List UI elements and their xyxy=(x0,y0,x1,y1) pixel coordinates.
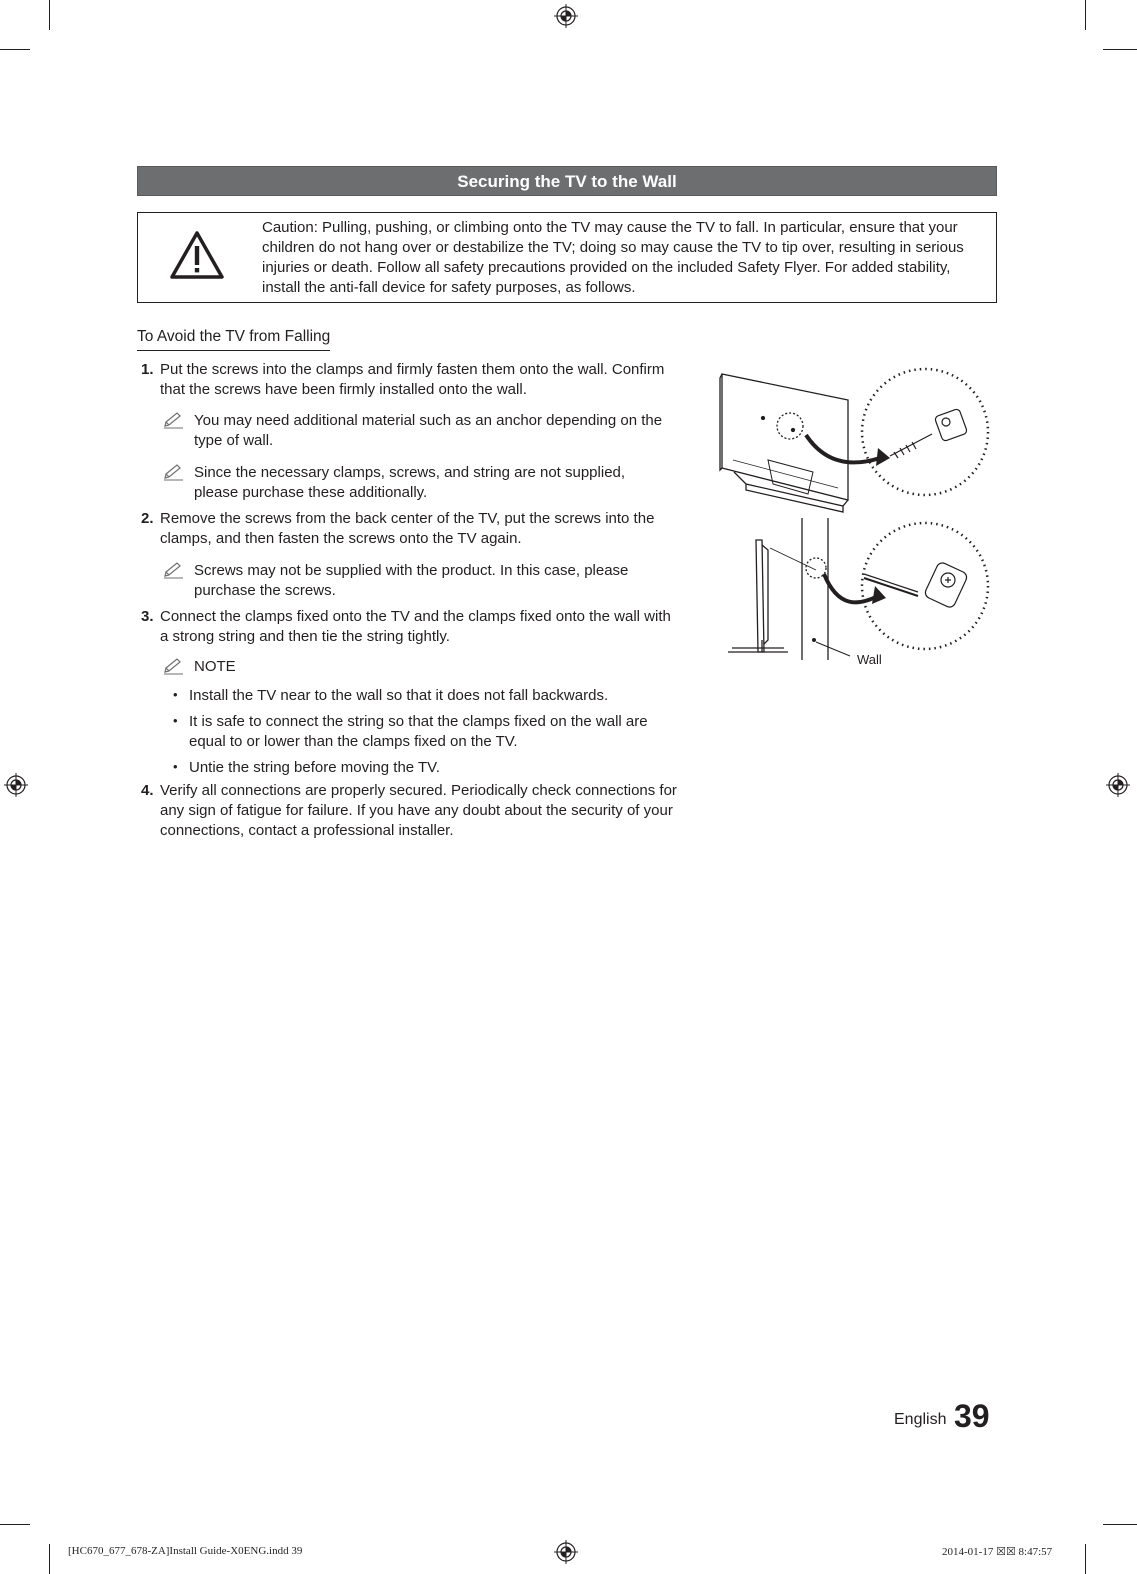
arrow-shape xyxy=(824,574,878,602)
zoom-circle xyxy=(862,369,988,495)
page-title: Securing the TV to the Wall xyxy=(137,166,997,196)
crop-mark xyxy=(49,0,50,30)
bullet-icon: • xyxy=(173,687,178,702)
print-slug-filename: [HC670_677_678-ZA]Install Guide-X0ENG.indd 39 xyxy=(68,1545,303,1557)
bullet-text: It is safe to connect the string so that the clamps fixed on the wall are equal to or lower than the clamps fixed on the TV. xyxy=(189,713,648,750)
caution-box xyxy=(137,212,997,303)
note-text: Since the necessary clamps, screws, and string are not supplied, please purchase these additionally. xyxy=(194,464,626,501)
pencil-note-icon xyxy=(163,463,185,487)
crop-mark xyxy=(0,49,30,50)
registration-mark-icon xyxy=(1106,773,1130,797)
note-text: You may need additional material such as an anchor depending on the type of wall. xyxy=(194,412,663,449)
wall-label: Wall xyxy=(857,652,882,667)
note-text: Screws may not be supplied with the product. In this case, please purchase the screws. xyxy=(194,562,629,599)
section-heading: To Avoid the TV from Falling xyxy=(137,327,330,351)
step-number: 2. xyxy=(141,510,154,527)
caution-label: Caution xyxy=(262,219,314,236)
pencil-note-icon xyxy=(163,657,185,681)
crop-mark xyxy=(1085,0,1086,30)
pencil-note-icon xyxy=(163,561,185,585)
crop-mark xyxy=(0,1524,30,1525)
bullet-icon: • xyxy=(173,759,178,774)
tv-wall-diagram xyxy=(718,360,998,670)
bullet-text: Untie the string before moving the TV. xyxy=(189,759,440,776)
page-number: 39 xyxy=(954,1398,990,1434)
bullet-icon: • xyxy=(173,713,178,728)
registration-mark-icon xyxy=(554,4,578,28)
registration-mark-icon xyxy=(4,773,28,797)
arrow-shape xyxy=(806,435,880,463)
tv-back-view xyxy=(720,374,848,512)
crop-mark xyxy=(1103,49,1137,50)
registration-mark-icon xyxy=(554,1540,578,1564)
caution-text xyxy=(262,218,987,298)
step-number: 1. xyxy=(141,361,154,378)
zoom-circle xyxy=(862,523,988,649)
wall-mount-illustration xyxy=(718,360,998,675)
step-number: 4. xyxy=(141,782,154,799)
step-text: Connect the clamps fixed onto the TV and the clamps fixed onto the wall with a strong string and then tie the string tightly. xyxy=(160,608,671,645)
pencil-note-icon xyxy=(163,411,185,435)
bullet-text: Install the TV near to the wall so that it does not fall backwards. xyxy=(189,687,609,704)
step-text: Remove the screws from the back center of the TV, put the screws into the clamps, and then fasten the screws onto the TV again. xyxy=(160,510,655,547)
clamp-and-screw xyxy=(890,408,968,458)
step-text: Verify all connections are properly secured. Periodically check connections for any sign of fatigue for failure. If you have any doubt about the security of your connections, contact a professional installer. xyxy=(160,782,677,839)
crop-mark xyxy=(49,1544,50,1574)
footer-language: English xyxy=(894,1411,947,1428)
step-number: 3. xyxy=(141,608,154,625)
caution-body: : Pulling, pushing, or climbing onto the TV may cause the TV to fall. In particular, ensure that your children do not hang over or destabilize the TV; doing so may cause the TV to tip over, resulting in serious injuries or death. Follow all safety precautions provided on the included Safety Flyer. For added stability, install the anti-fall device for safety purposes, as follows. xyxy=(262,219,964,296)
note-label: NOTE xyxy=(194,658,236,675)
crop-mark xyxy=(1085,1544,1086,1574)
step-text: Put the screws into the clamps and firmly fasten them onto the wall. Confirm that the screws have been firmly installed onto the wall. xyxy=(160,361,665,398)
wall-clamp-closeup xyxy=(864,561,969,609)
print-slug-timestamp: 2014-01-17 ☒☒ 8:47:57 xyxy=(942,1546,1053,1558)
warning-triangle-icon xyxy=(169,230,225,280)
crop-mark xyxy=(1103,1524,1137,1525)
